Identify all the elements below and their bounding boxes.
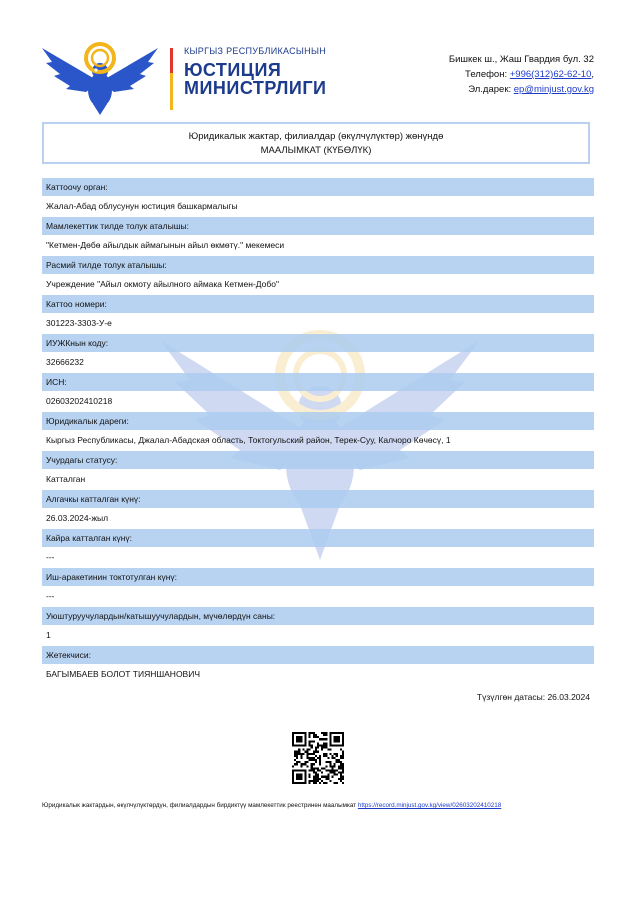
field-value-registration-number: 301223-3303-У-е: [46, 318, 112, 328]
brand-line-1: КЫРГЫЗ РЕСПУБЛИКАСЫНЫН: [184, 46, 327, 56]
field-value-director: БАГЫМБАЕВ БОЛОТ ТИЯНШАНОВИЧ: [46, 669, 201, 679]
document-subtitle: МААЛЫМКАТ (КҮБӨЛҮК): [260, 145, 372, 156]
field-label-okpo-code: ИУЖКнын коду:: [42, 334, 594, 352]
field-label-termination-date: Иш-аракетинин токтотулган күнү:: [42, 568, 594, 586]
field-value-registering-body: Жалал-Абад облусунун юстиция башкармалыгы: [46, 201, 238, 211]
document-title-box: [42, 122, 590, 164]
field-value-okpo-code: 32666232: [46, 357, 84, 367]
email-link[interactable]: ep@minjust.gov.kg: [513, 84, 594, 95]
field-label-re-registration-date: Кайра катталган күнү:: [42, 529, 594, 547]
field-label-registration-number: Каттоо номери:: [42, 295, 594, 313]
issue-date: Түзүлгөн датасы: 26.03.2024: [476, 692, 590, 702]
address-text: Бишкек ш., Жаш Гвардия бул. 32: [448, 54, 594, 65]
footer-note: [42, 802, 501, 809]
field-value-termination-date: ---: [46, 591, 55, 601]
field-value-first-registration-date: 26.03.2024-жыл: [46, 513, 109, 523]
field-label-inn: ИСН:: [42, 373, 594, 391]
document-title: Юридикалык жактар, филиалдар (өкүлчүлүктөр) жөнүндө: [188, 131, 444, 142]
record-link[interactable]: https://record.minjust.gov.kg/view/02603202410218: [357, 802, 502, 809]
brand-divider: [170, 48, 173, 110]
field-value-status: Катталган: [46, 474, 86, 484]
field-label-status: Учурдагы статусу:: [42, 451, 594, 469]
phone-line: [449, 67, 594, 82]
phone-suffix: ,: [591, 69, 594, 80]
field-label-legal-address: Юридикалык дареги:: [42, 412, 594, 430]
contact-block: [449, 52, 594, 97]
field-value-inn: 02603202410218: [46, 396, 113, 406]
brand-line-3: МИНИСТРЛИГИ: [184, 78, 327, 98]
field-value-state-name: "Кетмен-Дөбө айылдык аймагынын айыл өкмөтү." мекемеси: [46, 240, 285, 250]
field-value-re-registration-date: ---: [46, 552, 55, 562]
email-label: Эл.дарек:: [468, 84, 514, 95]
phone-link[interactable]: +996(312)62-62-10: [509, 69, 592, 80]
page-header: [0, 0, 636, 120]
field-value-legal-address: Кыргыз Республикасы, Джалал-Абадская область, Токтогульский район, Терек-Суу, Калчоро Көчөсү, 1: [46, 435, 451, 445]
field-label-director: Жетекчиси:: [42, 646, 594, 664]
eagle-emblem-icon: [40, 40, 160, 115]
field-value-founders-count: 1: [46, 630, 51, 640]
field-label-state-name: Мамлекеттик тилде толук аталышы:: [42, 217, 594, 235]
field-label-registering-body: Каттоочу орган:: [42, 178, 594, 196]
email-line: [449, 82, 594, 97]
fields-list: [42, 178, 594, 685]
brand-line-2: ЮСТИЦИЯ: [184, 60, 282, 80]
qr-code-icon[interactable]: [292, 732, 344, 784]
field-value-official-name: Учреждение "Айыл окмоту айылного аймака Кетмен-Добо": [46, 279, 279, 289]
field-label-founders-count: Уюштуруучулардын/катышуучулардын, мүчөлөрдүн саны:: [42, 607, 594, 625]
field-label-first-registration-date: Алгачкы катталган күнү:: [42, 490, 594, 508]
phone-label: Телефон:: [465, 69, 510, 80]
footer-text: Юридикалык жактардын, өкүлчүлүктөрдүн, филиалдардын бирдиктүү мамлекеттик реестринен маалымкат: [42, 802, 358, 809]
field-label-official-name: Расмий тилде толук аталышы:: [42, 256, 594, 274]
